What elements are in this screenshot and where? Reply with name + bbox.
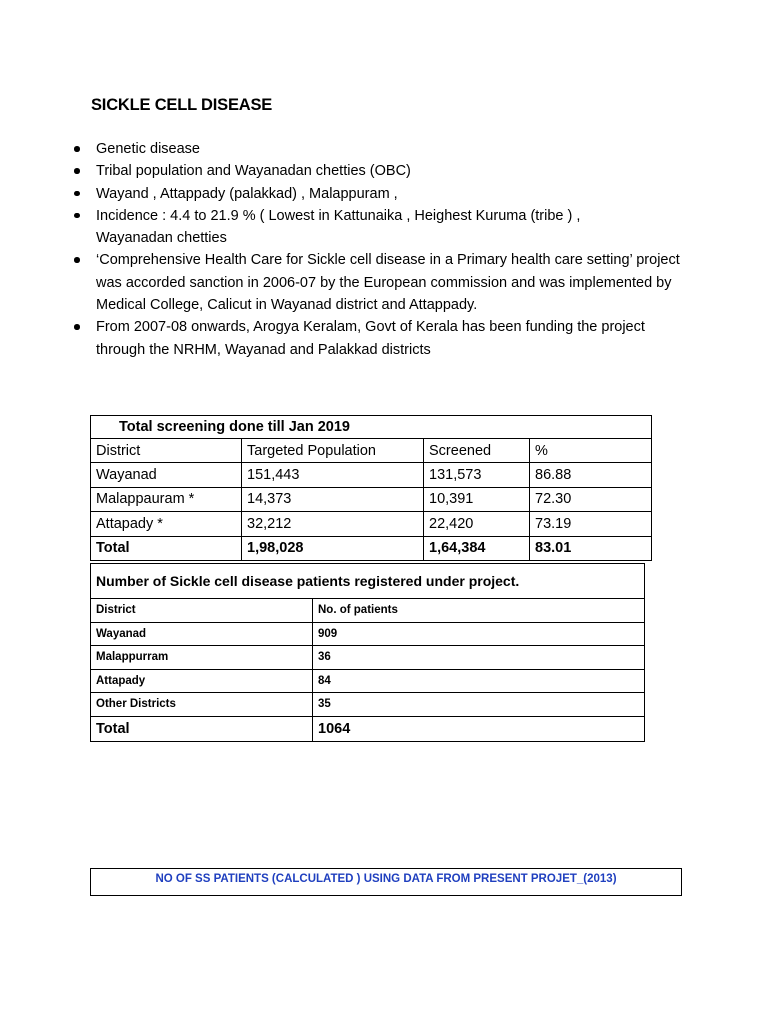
list-item: Incidence : 4.4 to 21.9 % ( Lowest in Kattunaika , Heighest Kuruma (tribe ) , Wayanadan chetties: [74, 205, 656, 250]
table-cell: 35: [313, 693, 645, 717]
table-caption-row: [91, 564, 645, 599]
list-item: Tribal population and Wayanadan chetties (OBC): [74, 160, 684, 182]
table-cell: 151,443: [242, 463, 424, 487]
bullet-list: [74, 138, 684, 361]
list-item: Wayand , Attappady (palakkad) , Malappuram ,: [74, 183, 684, 205]
column-header: Targeted Population: [242, 439, 424, 463]
table-cell: 1064: [313, 716, 645, 741]
table-cell: 72.30: [530, 487, 652, 511]
table-cell: 84: [313, 669, 645, 693]
patients-table-caption: Number of Sickle cell disease patients registered under project.: [91, 564, 645, 599]
table-cell: 14,373: [242, 487, 424, 511]
list-item: Genetic disease: [74, 138, 684, 160]
table-caption-row: [91, 416, 652, 439]
table-cell: Attapady: [91, 669, 313, 693]
table-cell: 22,420: [424, 512, 530, 536]
table-cell: 131,573: [424, 463, 530, 487]
table-cell: Wayanad: [91, 463, 242, 487]
table-cell: 83.01: [530, 536, 652, 560]
table-cell: 10,391: [424, 487, 530, 511]
table-cell: 1,64,384: [424, 536, 530, 560]
table-row: [91, 487, 652, 511]
screening-table: [90, 415, 652, 561]
column-header: District: [91, 599, 313, 623]
column-header: No. of patients: [313, 599, 645, 623]
table-cell: Wayanad: [91, 622, 313, 646]
table-row: [91, 693, 645, 717]
column-header: %: [530, 439, 652, 463]
table-row: [91, 646, 645, 670]
table-row: [91, 463, 652, 487]
table-cell: Malappurram: [91, 646, 313, 670]
bullet-icon: [74, 324, 80, 330]
page-title: SICKLE CELL DISEASE: [91, 96, 273, 114]
table-cell: 73.19: [530, 512, 652, 536]
table-header-row: [91, 599, 645, 623]
table-cell: Total: [91, 716, 313, 741]
table-cell: 909: [313, 622, 645, 646]
screening-table-caption: Total screening done till Jan 2019: [91, 416, 652, 439]
bullet-icon: [74, 146, 80, 152]
table-cell: 1,98,028: [242, 536, 424, 560]
list-item: From 2007-08 onwards, Arogya Keralam, Govt of Kerala has been funding the project through the NRHM, Wayanad and Palakkad districts: [74, 316, 686, 361]
table-cell: 32,212: [242, 512, 424, 536]
bullet-icon: [74, 213, 80, 219]
column-header: Screened: [424, 439, 530, 463]
table-cell: Malappauram *: [91, 487, 242, 511]
table-header-row: [91, 439, 652, 463]
table-cell: 36: [313, 646, 645, 670]
bullet-icon: [74, 168, 80, 174]
table-cell: Attapady *: [91, 512, 242, 536]
table-cell: Total: [91, 536, 242, 560]
patients-table: [90, 563, 645, 742]
list-item: ‘Comprehensive Health Care for Sickle cell disease in a Primary health care setting’ project was accorded sanction in 2006-07 by the European commission and was implemented by Medical College, Calicut in Wayanad district and Attappady.: [74, 249, 684, 316]
table-total-row: [91, 716, 645, 741]
table-total-row: [91, 536, 652, 560]
bullet-icon: [74, 257, 80, 263]
table-row: [91, 669, 645, 693]
table-row: [91, 622, 645, 646]
bullet-icon: [74, 191, 80, 197]
table-cell: Other Districts: [91, 693, 313, 717]
column-header: District: [91, 439, 242, 463]
table-cell: 86.88: [530, 463, 652, 487]
footer-note-box: NO OF SS PATIENTS (CALCULATED ) USING DATA FROM PRESENT PROJET_(2013): [90, 868, 682, 896]
table-row: [91, 512, 652, 536]
